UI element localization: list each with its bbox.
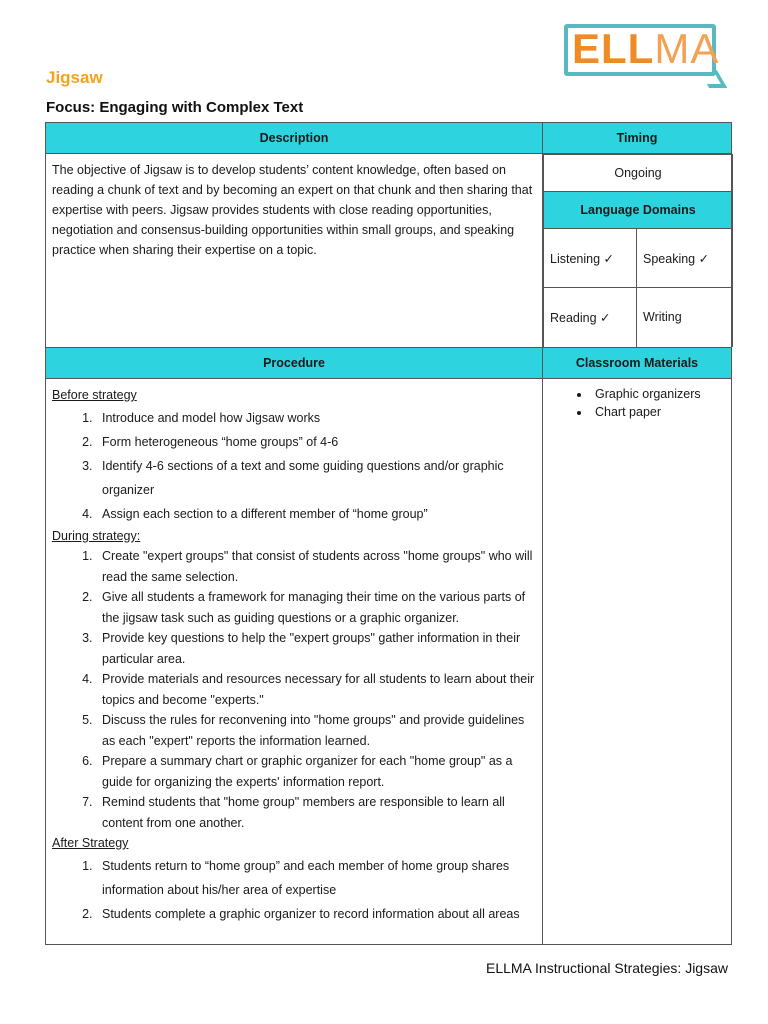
materials-body bbox=[543, 379, 732, 945]
description-header: Description bbox=[46, 123, 543, 154]
list-item: 4. Assign each section to a different member of “home group” bbox=[96, 502, 536, 526]
materials-list bbox=[543, 385, 731, 421]
ellma-logo bbox=[564, 24, 720, 80]
list-item: • Graphic organizers bbox=[591, 385, 731, 403]
description-text: The objective of Jigsaw is to develop students’ content knowledge, often based on reading a chunk of text and by becoming an expert on that chunk and then sharing that expertise with peers. Jigsaw provides students with close reading opportunities, negotiation and consensus-building opportunities within small groups, and speaking practice when sharing their expertise on a topic. bbox=[46, 154, 543, 348]
logo-text bbox=[572, 25, 719, 73]
domain-writing: Writing bbox=[637, 288, 733, 347]
before-steps bbox=[52, 406, 536, 526]
list-item: 1. Introduce and model how Jigsaw works bbox=[96, 406, 536, 430]
after-strategy-label: After Strategy bbox=[52, 836, 129, 850]
list-item: 2. Give all students a framework for managing their time on the various parts of the jigsaw task such as guiding questions or a graphic organizer. bbox=[96, 587, 536, 628]
after-steps bbox=[52, 854, 536, 926]
list-item: 6. Prepare a summary chart or graphic organizer for each "home group" as a guide for organizing the experts' information report. bbox=[96, 751, 536, 792]
page-title: Jigsaw bbox=[46, 68, 103, 87]
list-item: • Chart paper bbox=[591, 403, 731, 421]
domain-reading: Reading ✓ bbox=[544, 288, 637, 347]
timing-value: Ongoing bbox=[544, 155, 733, 192]
list-item: 2. Students complete a graphic organizer to record information about all areas bbox=[96, 902, 536, 926]
list-item: 1. Students return to “home group” and each member of home group shares information about his/her area of expertise bbox=[96, 854, 536, 902]
list-item: 4. Provide materials and resources necessary for all students to learn about their topics and become "experts." bbox=[96, 669, 536, 710]
list-item: 1. Create "expert groups" that consist of students across "home groups" who will read the same selection. bbox=[96, 546, 536, 587]
focus-heading: Focus: Engaging with Complex Text bbox=[46, 99, 304, 116]
timing-header: Timing bbox=[543, 123, 732, 154]
during-strategy-label: During strategy: bbox=[52, 528, 141, 543]
logo-text-ma: MA bbox=[654, 25, 720, 72]
domain-speaking: Speaking ✓ bbox=[637, 229, 733, 288]
during-steps bbox=[52, 546, 536, 833]
strategy-table bbox=[45, 122, 732, 945]
before-strategy-label: Before strategy bbox=[52, 388, 137, 402]
procedure-header: Procedure bbox=[46, 348, 543, 379]
timing-domains-table bbox=[543, 154, 733, 347]
procedure-body bbox=[46, 379, 543, 945]
list-item: 2. Form heterogeneous “home groups” of 4-6 bbox=[96, 430, 536, 454]
list-item: 5. Discuss the rules for reconvening into "home groups" and provide guidelines as each "expert" reports the information learned. bbox=[96, 710, 536, 751]
page-footer: ELLMA Instructional Strategies: Jigsaw bbox=[485, 960, 728, 976]
domain-listening: Listening ✓ bbox=[544, 229, 637, 288]
materials-header: Classroom Materials bbox=[543, 348, 732, 379]
logo-text-ell: ELL bbox=[572, 25, 655, 72]
language-domains-header: Language Domains bbox=[544, 192, 733, 229]
side-panel bbox=[543, 154, 732, 348]
list-item: 3. Identify 4-6 sections of a text and some guiding questions and/or graphic organizer bbox=[96, 454, 536, 502]
list-item: 3. Provide key questions to help the "expert groups" gather information in their particular area. bbox=[96, 628, 536, 669]
list-item: 7. Remind students that "home group" members are responsible to learn all content from one another. bbox=[96, 792, 536, 833]
